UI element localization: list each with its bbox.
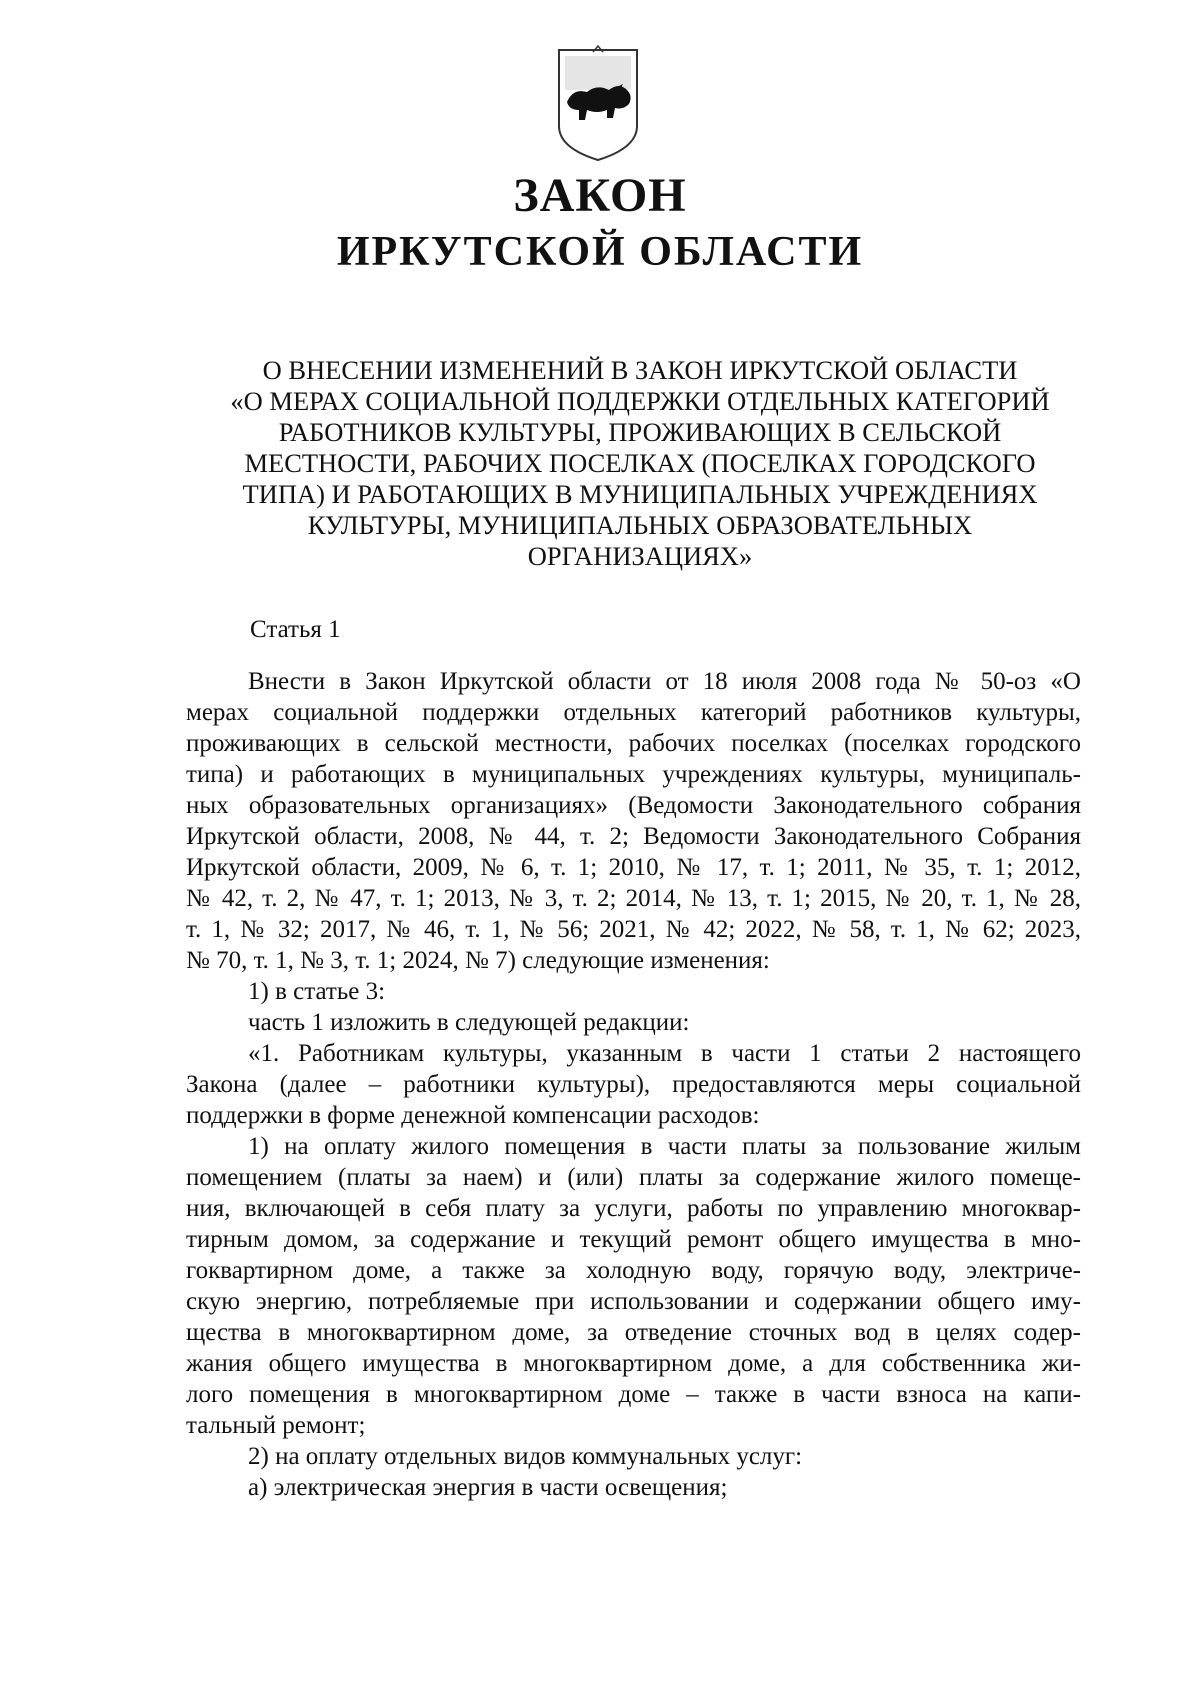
body-line: ных образовательных организациях» (Ведомости Законодательного собрания bbox=[186, 792, 1081, 819]
irkutsk-coat-of-arms-icon bbox=[553, 44, 643, 164]
body-line: № 70, т. 1, № 3, т. 1; 2024, № 7) следующие изменения: bbox=[186, 947, 770, 974]
body-line: тирным домом, за содержание и текущий ремонт общего имущества в мно- bbox=[186, 1226, 1081, 1253]
subject-line: РАБОТНИКОВ КУЛЬТУРЫ, ПРОЖИВАЮЩИХ В СЕЛЬСКОЙ bbox=[278, 417, 1002, 447]
subject-line: МЕСТНОСТИ, РАБОЧИХ ПОСЕЛКАХ (ПОСЕЛКАХ ГОРОДСКОГО bbox=[244, 448, 1036, 478]
law-title-line1: ЗАКОН bbox=[513, 169, 687, 222]
subject-line: О ВНЕСЕНИИ ИЗМЕНЕНИЙ В ЗАКОН ИРКУТСКОЙ ОБЛАСТИ bbox=[262, 355, 1018, 385]
body-line: Иркутской области, 2008, № 44, т. 2; Ведомости Законодательного Собрания bbox=[186, 823, 1081, 850]
body-line: а) электрическая энергия в части освещения; bbox=[248, 1474, 728, 1501]
subject-line: КУЛЬТУРЫ, МУНИЦИПАЛЬНЫХ ОБРАЗОВАТЕЛЬНЫХ bbox=[307, 510, 973, 540]
article-body bbox=[186, 666, 1081, 1503]
article-heading: Статья 1 bbox=[250, 616, 341, 643]
body-line: Иркутской области, 2009, № 6, т. 1; 2010, № 17, т. 1; 2011, № 35, т. 1; 2012, bbox=[186, 854, 1081, 881]
body-line: часть 1 изложить в следующей редакции: bbox=[248, 1009, 690, 1036]
body-line: «1. Работникам культуры, указанным в части 1 статьи 2 настоящего bbox=[248, 1040, 1081, 1067]
body-line: поддержки в форме денежной компенсации расходов: bbox=[186, 1102, 760, 1129]
body-line: Закона (далее – работники культуры), предоставляются меры социальной bbox=[186, 1071, 1081, 1098]
body-line: 1) в статье 3: bbox=[248, 978, 386, 1005]
body-line: лого помещения в многоквартирном доме – также в части взноса на капи- bbox=[186, 1381, 1081, 1408]
body-line: т. 1, № 32; 2017, № 46, т. 1, № 56; 2021, № 42; 2022, № 58, т. 1, № 62; 2023, bbox=[186, 916, 1081, 943]
body-line: ния, включающей в себя плату за услуги, работы по управлению многоквар- bbox=[186, 1195, 1081, 1222]
law-title-line2: ИРКУТСКОЙ ОБЛАСТИ bbox=[336, 229, 864, 275]
body-line: Внести в Закон Иркутской области от 18 июля 2008 года № 50-оз «О bbox=[248, 668, 1081, 695]
body-line: помещением (платы за наем) и (или) платы за содержание жилого помеще- bbox=[186, 1164, 1081, 1191]
subject-line: ОРГАНИЗАЦИЯХ» bbox=[527, 541, 753, 571]
body-line: проживающих в сельской местности, рабочих поселках (поселках городского bbox=[186, 730, 1081, 757]
subject-line: «О МЕРАХ СОЦИАЛЬНОЙ ПОДДЕРЖКИ ОТДЕЛЬНЫХ КАТЕГОРИЙ bbox=[230, 386, 1050, 416]
body-line: № 42, т. 2, № 47, т. 1; 2013, № 3, т. 2; 2014, № 13, т. 1; 2015, № 20, т. 1, № 28, bbox=[186, 885, 1081, 912]
body-line: мерах социальной поддержки отдельных категорий работников культуры, bbox=[186, 699, 1081, 726]
body-line: тальный ремонт; bbox=[186, 1412, 366, 1439]
body-line: 2) на оплату отдельных видов коммунальных услуг: bbox=[248, 1443, 803, 1470]
body-line: типа) и работающих в муниципальных учреждениях культуры, муниципаль- bbox=[186, 761, 1081, 788]
body-line: 1) на оплату жилого помещения в части платы за пользование жилым bbox=[248, 1133, 1081, 1160]
body-line: жания общего имущества в многоквартирном доме, а для собственника жи- bbox=[186, 1350, 1081, 1377]
body-line: гоквартирном доме, а также за холодную воду, горячую воду, электриче- bbox=[186, 1257, 1081, 1284]
law-subject bbox=[180, 355, 1100, 572]
subject-line: ТИПА) И РАБОТАЮЩИХ В МУНИЦИПАЛЬНЫХ УЧРЕЖДЕНИЯХ bbox=[242, 479, 1038, 509]
body-line: скую энергию, потребляемые при использовании и содержании общего иму- bbox=[186, 1288, 1081, 1315]
body-line: щества в многоквартирном доме, за отведение сточных вод в целях содер- bbox=[186, 1319, 1081, 1346]
